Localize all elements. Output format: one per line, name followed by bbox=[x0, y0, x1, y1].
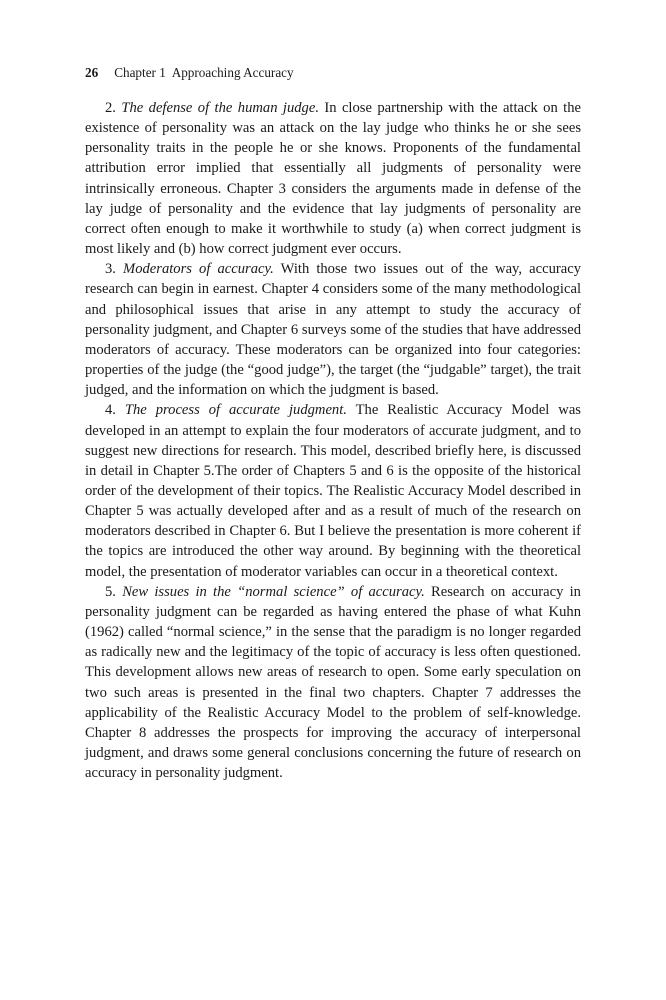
paragraph-heading: New issues in the “normal science” of accuracy. bbox=[122, 583, 425, 600]
book-page bbox=[85, 64, 581, 783]
running-head bbox=[85, 64, 581, 82]
paragraph-new-issues bbox=[85, 582, 581, 784]
paragraph-process bbox=[85, 400, 581, 581]
paragraph-number: 2. bbox=[105, 100, 116, 116]
paragraph-heading: The defense of the human judge. bbox=[121, 100, 319, 116]
paragraph-heading: Moderators of accuracy. bbox=[123, 261, 274, 278]
paragraph-text: Research on accuracy in personality judgment can be regarded as having entered the phase of what Kuhn (1962) called “normal science,” in the sense that the paradigm is no longer regarded as radically new and the legitimacy of the topic of accuracy is less often questioned. This development allows new areas of research to open. Some early speculation on two such areas is presented in the final two chapters. Chapter 7 addresses the applicability of the Realistic Accuracy Model to the problem of self-knowledge. Chapter 8 addresses the prospects for improving the accuracy of interpersonal judgment, and draws some general conclusions concerning the future of research on accuracy in personality judgment. bbox=[85, 583, 581, 782]
paragraph-defense-of-judge bbox=[85, 98, 581, 259]
paragraph-number: 3. bbox=[105, 261, 116, 278]
paragraph-text: With those two issues out of the way, accuracy research can begin in earnest. Chapter 4 considers some of the many methodological and philosophical issues that arise in any attempt to study the accuracy of personality judgment, and Chapter 6 surveys some of the studies that have addressed moderators of accuracy. These moderators can be organized into four categories: properties of the judge (the “good judge”), the target (the “judgable” target), the trait judged, and the information on which the judgment is based. bbox=[85, 261, 581, 399]
paragraph-number: 4. bbox=[105, 402, 116, 419]
paragraph-text: In close partnership with the attack on the existence of personality was an attack on the lay judge who thinks he or she sees personality traits in the people he or she knows. Proponents of the fundamental attribution error implied that essentially all judgments of personality were intrinsically erroneous. Chapter 3 considers the arguments made in defense of the lay judge of personality and the evidence that lay judgments of personality are correct often enough to make it worthwhile to study (a) when correct judgment is most likely and (b) how correct judgment ever occurs. bbox=[85, 100, 581, 258]
paragraph-moderators bbox=[85, 259, 581, 400]
paragraph-heading: The process of accurate judgment. bbox=[124, 402, 347, 419]
page-number: 26 bbox=[85, 65, 99, 80]
chapter-title: Chapter 1 Approaching Accuracy bbox=[114, 65, 294, 80]
paragraph-text: The Realistic Accuracy Model was developed in an attempt to explain the four moderators of accurate judgment, and to suggest new directions for research. This model, described briefly here, is discussed in detail in Chapter 5.The order of Chapters 5 and 6 is the opposite of the historical order of the development of their topics. The Realistic Accuracy Model described in Chapter 5 was actually developed after and as a result of much of the research on moderators described in Chapter 6. But I believe the presentation is more coherent if the topics are introduced the other way around. By beginning with the theoretical model, the presentation of moderator variables can occur in a theoretical context. bbox=[85, 402, 581, 580]
paragraph-number: 5. bbox=[105, 583, 116, 600]
